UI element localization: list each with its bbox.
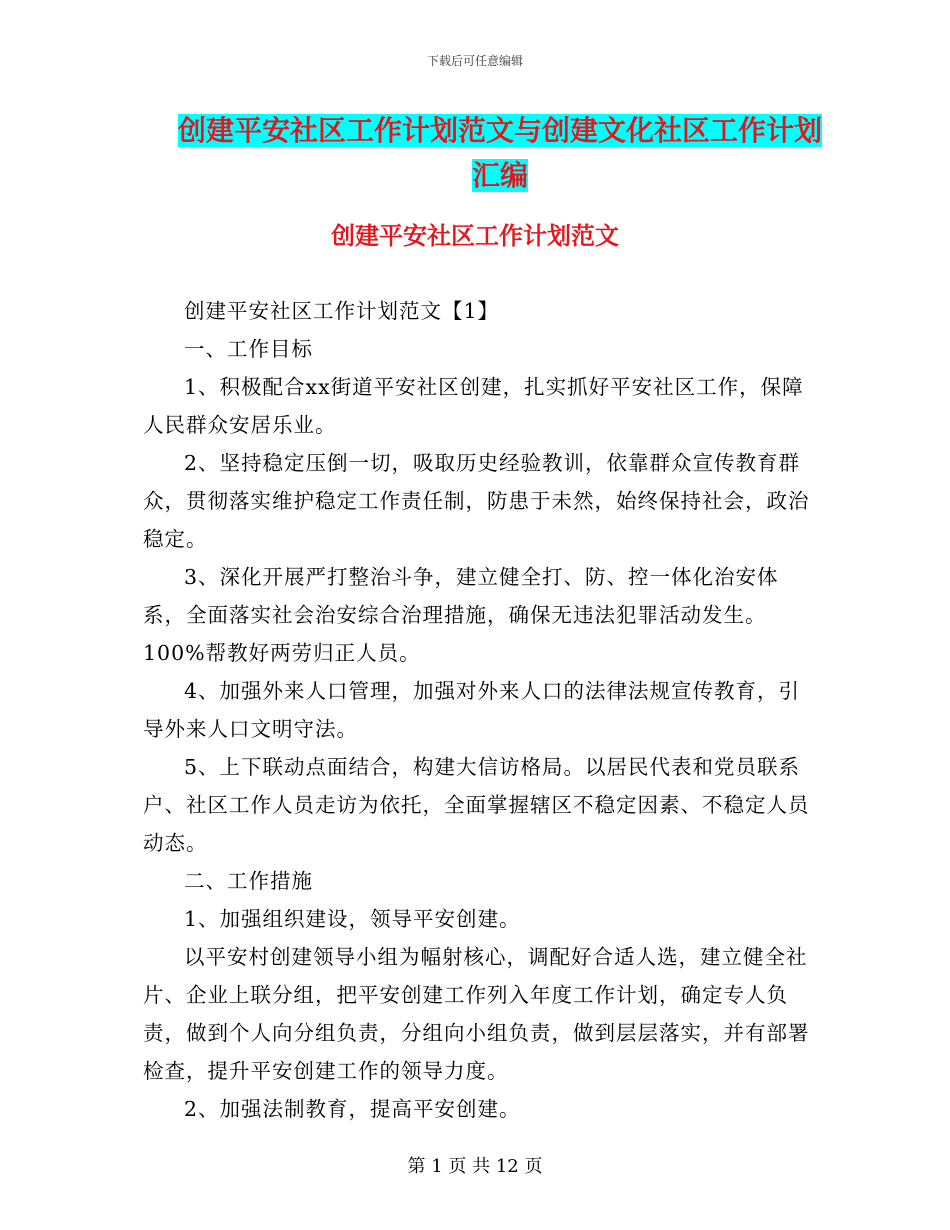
page-number-footer: 第 1 页 共 12 页 [407, 1156, 543, 1177]
paragraph: 创建平安社区工作计划范文【1】 [184, 299, 500, 323]
document-title-line2: 汇编 [471, 159, 528, 192]
section-title: 创建平安社区工作计划范文 [331, 221, 619, 250]
paragraph: 1、加强组织建设，领导平安创建。 [184, 907, 521, 931]
document-title-line1: 创建平安社区工作计划范文与创建文化社区工作计划 [177, 114, 822, 147]
paragraph: 2、坚持稳定压倒一切，吸取历史经验教训，依靠群众宣传教育群众，贯彻落实维护稳定工作责任制，防患于未然，始终保持社会，政治稳定。 [143, 451, 810, 551]
document-title [140, 108, 860, 198]
document-body [143, 292, 811, 1128]
paragraph: 4、加强外来人口管理，加强对外来人口的法律法规宣传教育，引导外来人口文明守法。 [143, 679, 801, 741]
paragraph: 5、上下联动点面结合，构建大信访格局。以居民代表和党员联系户、社区工作人员走访为依托，全面掌握辖区不稳定因素、不稳定人员动态。 [143, 755, 810, 855]
paragraph: 2、加强法制教育，提高平安创建。 [184, 1097, 521, 1121]
paragraph: 以平安村创建领导小组为幅射核心，调配好合适人选，建立健全社片、企业上联分组，把平安创建工作列入年度工作计划，确定专人负责，做到个人向分组负责，分组向小组负责，做到层层落实，并有部署检查，提升平安创建工作的领导力度。 [143, 945, 810, 1083]
paragraph: 3、深化开展严打整治斗争，建立健全打、防、控一体化治安体系，全面落实社会治安综合治理措施，确保无违法犯罪活动发生。100%帮教好两劳归正人员。 [143, 565, 779, 665]
page-header-note: 下载后可任意编辑 [426, 54, 523, 68]
paragraph: 一、工作目标 [184, 337, 313, 361]
paragraph: 1、积极配合xx街道平安社区创建，扎实抓好平安社区工作，保障人民群众安居乐业。 [143, 375, 804, 437]
paragraph: 二、工作措施 [184, 869, 313, 893]
